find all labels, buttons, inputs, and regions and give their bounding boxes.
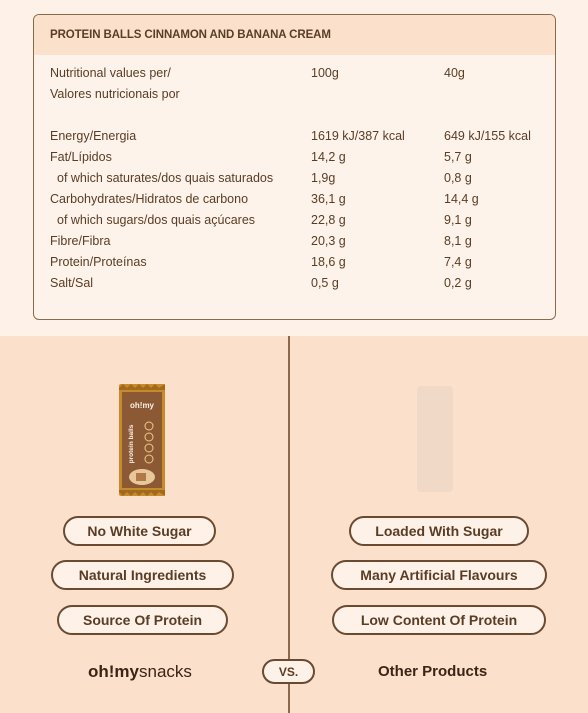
row-label: of which saturates/dos quais saturados (57, 171, 274, 185)
row-label: Protein/Proteínas (50, 255, 147, 269)
row-value-40g: 8,1 g (444, 234, 472, 248)
row-label: of which sugars/dos quais açúcares (57, 213, 256, 227)
row-value-40g: 649 kJ/155 kcal (444, 129, 531, 143)
row-value-40g: 0,8 g (444, 171, 472, 185)
row-value-100g: 14,2 g (311, 150, 346, 164)
comparison-section (0, 336, 588, 713)
row-label: Energy/Energia (50, 129, 137, 143)
nutrition-table (33, 14, 556, 320)
drawback-pill: Low Content Of Protein (332, 605, 546, 635)
row-value-40g: 7,4 g (444, 255, 472, 269)
other-products-label: Other Products (378, 663, 488, 680)
row-value-40g: 5,7 g (444, 150, 472, 164)
row-value-100g: 20,3 g (311, 234, 346, 248)
vs-badge: VS. (262, 659, 315, 684)
row-label: Salt/Sal (50, 276, 94, 290)
benefit-pill: No White Sugar (63, 516, 216, 546)
column-100g: 100g (311, 66, 339, 80)
row-label: Fat/Lípidos (50, 150, 112, 164)
drawback-pill: Loaded With Sugar (349, 516, 529, 546)
nutrition-title: PROTEIN BALLS CINNAMON AND BANANA CREAM (34, 15, 555, 55)
row-value-40g: 14,4 g (444, 192, 479, 206)
row-value-100g: 22,8 g (311, 213, 346, 227)
brand-logo-light: snacks (139, 662, 192, 681)
product-package-image (119, 384, 165, 496)
row-label: Carbohydrates/Hidratos de carbono (50, 192, 249, 206)
brand-logo-bold: oh!my (88, 662, 139, 681)
row-value-40g: 9,1 g (444, 213, 472, 227)
brand-logo (88, 662, 192, 682)
row-value-100g: 1,9g (311, 171, 336, 185)
row-value-100g: 18,6 g (311, 255, 346, 269)
benefit-pill: Source Of Protein (57, 605, 228, 635)
row-value-100g: 0,5 g (311, 276, 339, 290)
row-label: Fibre/Fibra (50, 234, 111, 248)
package-brand-text: oh!my (130, 401, 154, 410)
row-value-40g: 0,2 g (444, 276, 472, 290)
column-40g: 40g (444, 66, 465, 80)
header-label-2: Valores nutricionais por (50, 87, 180, 101)
generic-product-image (417, 386, 453, 492)
header-label-1: Nutritional values per/ (50, 66, 171, 80)
benefit-pill: Natural Ingredients (51, 560, 234, 590)
comparison-divider (288, 336, 290, 713)
package-product-text: protein balls (128, 424, 135, 464)
row-value-100g: 36,1 g (311, 192, 346, 206)
row-value-100g: 1619 kJ/387 kcal (311, 129, 405, 143)
drawback-pill: Many Artificial Flavours (331, 560, 547, 590)
nutrition-section (0, 0, 588, 336)
